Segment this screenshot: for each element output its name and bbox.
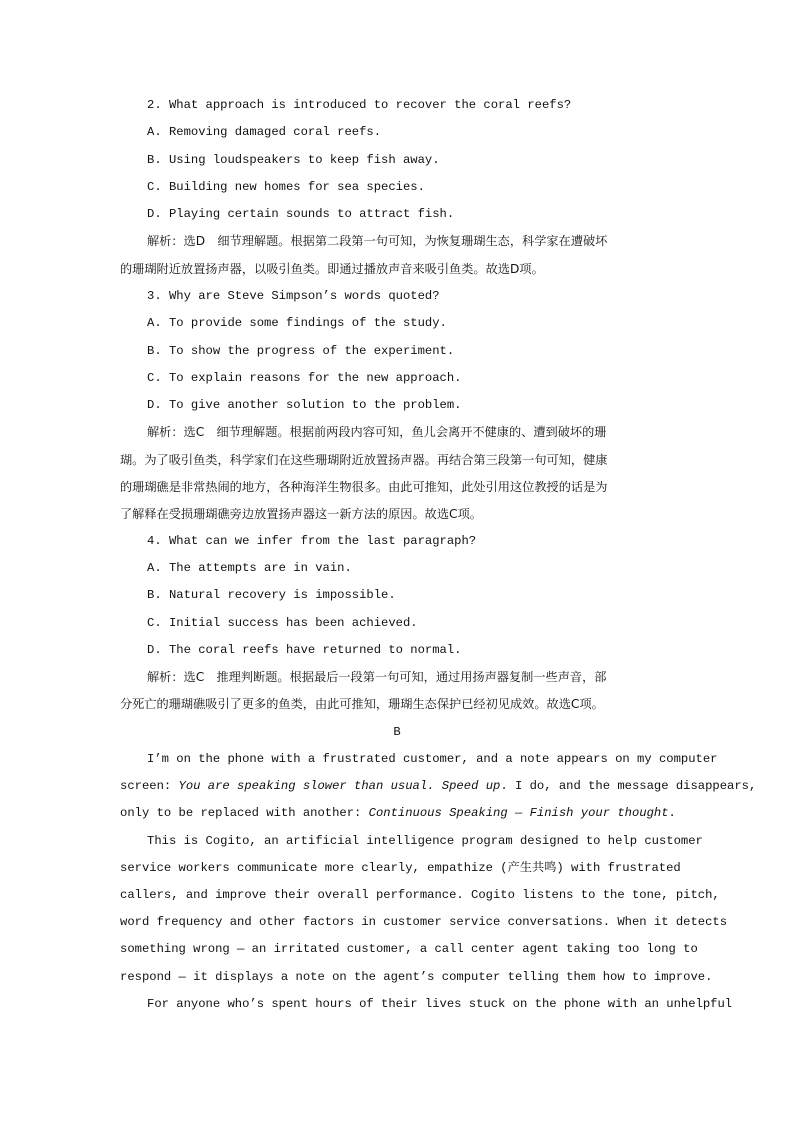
passage-b-p2-line-6: respond — it displays a note on the agent’s computer telling them how to improve.	[120, 970, 713, 984]
section-heading: B	[393, 725, 401, 739]
q3-stem: 3. Why are Steve Simpson’s words quoted?	[147, 289, 440, 303]
q4-option-a: A. The attempts are in vain.	[147, 561, 352, 575]
q4-option-b: B. Natural recovery is impossible.	[147, 588, 396, 602]
p1-line2-italic: You are speaking slower than usual. Speed up	[178, 779, 501, 793]
p1-line3-post: .	[668, 806, 676, 820]
q4-option-c: C. Initial success has been achieved.	[147, 616, 418, 630]
q4-analysis-line-2: 分死亡的珊瑚礁吸引了更多的鱼类，由此可推知，珊瑚生态保护已经初见成效。故选C项。	[120, 697, 604, 711]
q2-option-c: C. Building new homes for sea species.	[147, 180, 425, 194]
q2-analysis-line-2: 的珊瑚附近放置扬声器，以吸引鱼类。即通过播放声音来吸引鱼类。故选D项。	[120, 262, 544, 276]
passage-b-p2-line-4: word frequency and other factors in customer service conversations. When it detects	[120, 915, 728, 929]
q3-option-c: C. To explain reasons for the new approach.	[147, 371, 462, 385]
passage-b-p1-line-3	[120, 805, 674, 821]
p1-line3-italic: Continuous Speaking — Finish your thought	[368, 806, 669, 820]
q3-option-b: B. To show the progress of the experiment.	[147, 344, 455, 358]
q3-analysis-line-1: 解析：选C 细节理解题。根据前两段内容可知，鱼儿会离开不健康的、遭到破坏的珊	[147, 425, 607, 439]
q2-option-a: A. Removing damaged coral reefs.	[147, 125, 382, 139]
q3-analysis-line-4: 了解释在受损珊瑚礁旁边放置扬声器这一新方法的原因。故选C项。	[120, 507, 482, 521]
passage-b-p2-line-1: This is Cogito, an artificial intelligence program designed to help customer	[147, 834, 703, 848]
p1-line2-post: . I do, and the message disappears,	[500, 779, 757, 793]
q2-analysis-line-1: 解析：选D 细节理解题。根据第二段第一句可知，为恢复珊瑚生态，科学家在遭破坏	[147, 234, 608, 248]
q4-option-d: D. The coral reefs have returned to normal.	[147, 643, 462, 657]
q3-option-a: A. To provide some findings of the study.	[147, 316, 447, 330]
q3-option-d: D. To give another solution to the problem.	[147, 398, 462, 412]
q2-option-d: D. Playing certain sounds to attract fish.	[147, 207, 455, 221]
q3-analysis-line-3: 的珊瑚礁是非常热闹的地方，各种海洋生物很多。由此可推知，此处引用这位教授的话是为	[120, 480, 608, 494]
passage-b-p2-line-5: something wrong — an irritated customer, a call center agent taking too long to	[120, 942, 698, 956]
passage-b-p2-line-2: service workers communicate more clearly, empathize (产生共鸣) with frustrated	[120, 861, 681, 875]
q2-option-b: B. Using loudspeakers to keep fish away.	[147, 153, 440, 167]
passage-b-p3-line-1: For anyone who’s spent hours of their lives stuck on the phone with an unhelpful	[147, 997, 733, 1011]
passage-b-p1-line-1: I’m on the phone with a frustrated customer, and a note appears on my computer	[147, 752, 718, 766]
q3-analysis-line-2: 瑚。为了吸引鱼类，科学家们在这些珊瑚附近放置扬声器。再结合第三段第一句可知，健康	[120, 453, 608, 467]
passage-b-p2-line-3: callers, and improve their overall performance. Cogito listens to the tone, pitch,	[120, 888, 720, 902]
q4-stem: 4. What can we infer from the last paragraph?	[147, 534, 477, 548]
p1-line3-pre: only to be replaced with another:	[120, 806, 369, 820]
p1-line2-pre: screen:	[120, 779, 179, 793]
passage-b-p1-line-2	[120, 778, 757, 794]
q4-analysis-line-1: 解析：选C 推理判断题。根据最后一段第一句可知，通过用扬声器复制一些声音，部	[147, 670, 607, 684]
q2-stem: 2. What approach is introduced to recover the coral reefs?	[147, 98, 572, 112]
